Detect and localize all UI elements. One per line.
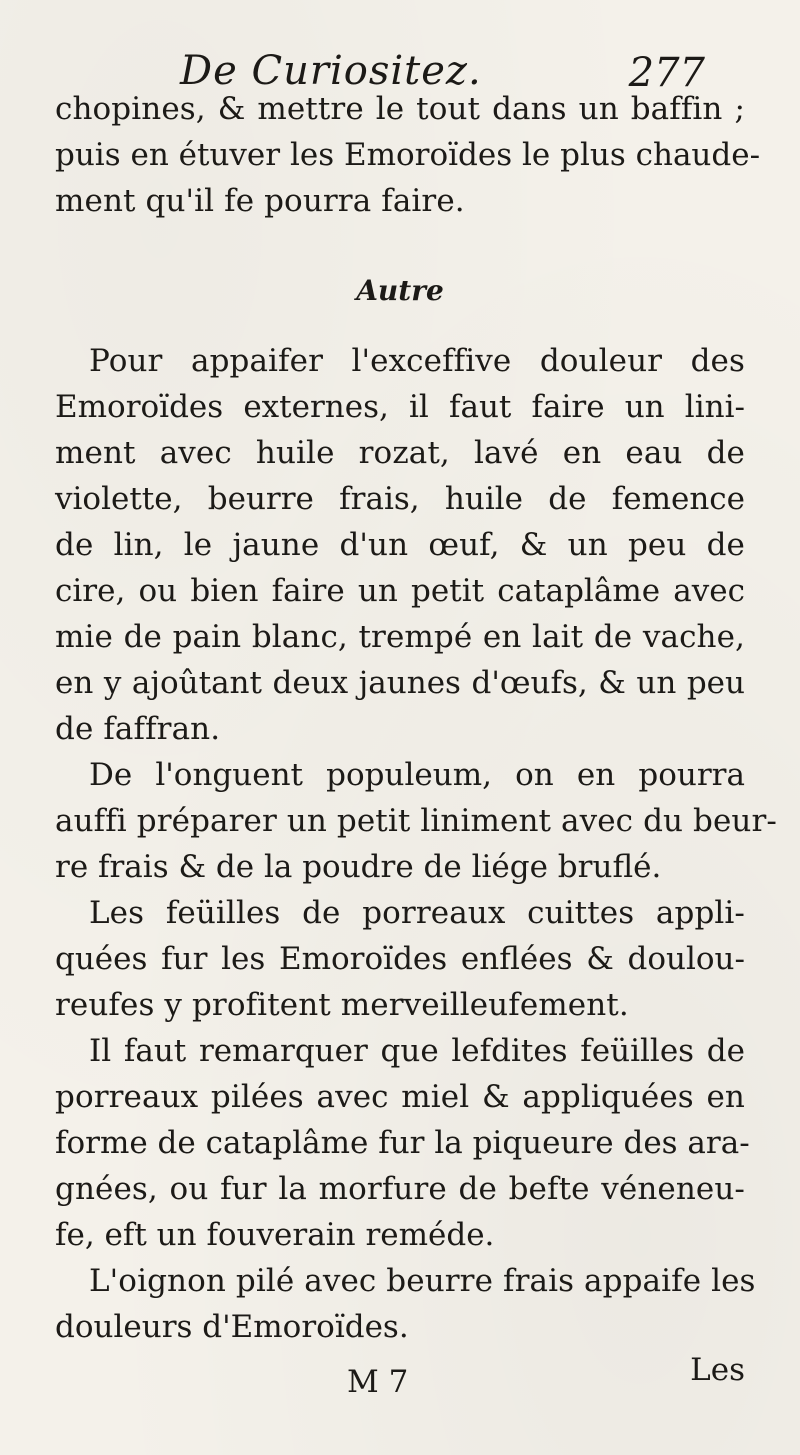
text-line: Pour appaifer l'exceffive douleur des bbox=[89, 343, 745, 379]
text-line: De l'onguent populeum, on en pourra bbox=[89, 757, 745, 793]
text-line: mie de pain blanc, trempé en lait de vache, bbox=[55, 619, 745, 655]
text-line: Il faut remarquer que lefdites feüilles de bbox=[89, 1033, 745, 1069]
text-line: quées fur les Emoroïdes enflées & doulou- bbox=[55, 941, 745, 977]
text-line: re frais & de la poudre de liége bruflé. bbox=[55, 849, 662, 885]
catchword: Les bbox=[690, 1352, 745, 1388]
text-line: ment avec huile rozat, lavé en eau de bbox=[55, 435, 745, 471]
running-title: De Curiositez. bbox=[180, 48, 482, 94]
section-heading: Autre bbox=[356, 274, 444, 307]
text-line: L'oignon pilé avec beurre frais appaife les bbox=[89, 1263, 756, 1299]
text-line: reufes y profitent merveilleufement. bbox=[55, 987, 629, 1023]
text-line: douleurs d'Emoroïdes. bbox=[55, 1309, 409, 1345]
main-text bbox=[55, 338, 777, 1350]
text-line: porreaux pilées avec miel & appliquées en bbox=[55, 1079, 745, 1115]
signature-mark: M 7 bbox=[347, 1364, 409, 1400]
text-line: puis en étuver les Emoroïdes le plus chaude- bbox=[55, 137, 761, 173]
text-line: cire, ou bien faire un petit cataplâme avec bbox=[55, 573, 745, 609]
text-line: de lin, le jaune d'un œuf, & un peu de bbox=[55, 527, 745, 563]
text-line: chopines, & mettre le tout dans un baffin ; bbox=[55, 91, 745, 127]
text-line: Les feüilles de porreaux cuittes appli- bbox=[89, 895, 745, 931]
text-line: forme de cataplâme fur la piqueure des ara- bbox=[55, 1125, 750, 1161]
intro-paragraph bbox=[55, 86, 761, 224]
page-number: 277 bbox=[628, 50, 705, 96]
text-line: fe, eft un fouverain reméde. bbox=[55, 1217, 495, 1253]
text-line: auffi préparer un petit liniment avec du beur- bbox=[55, 803, 777, 839]
text-line: Emoroïdes externes, il faut faire un lini- bbox=[55, 389, 745, 425]
text-line: gnées, ou fur la morfure de befte véneneu- bbox=[55, 1171, 745, 1207]
text-line: violette, beurre frais, huile de femence bbox=[55, 481, 745, 517]
text-line: ment qu'il fe pourra faire. bbox=[55, 183, 465, 219]
text-line: de faffran. bbox=[55, 711, 221, 747]
text-line: en y ajoûtant deux jaunes d'œufs, & un peu bbox=[55, 665, 745, 701]
page-footer bbox=[55, 1352, 745, 1414]
